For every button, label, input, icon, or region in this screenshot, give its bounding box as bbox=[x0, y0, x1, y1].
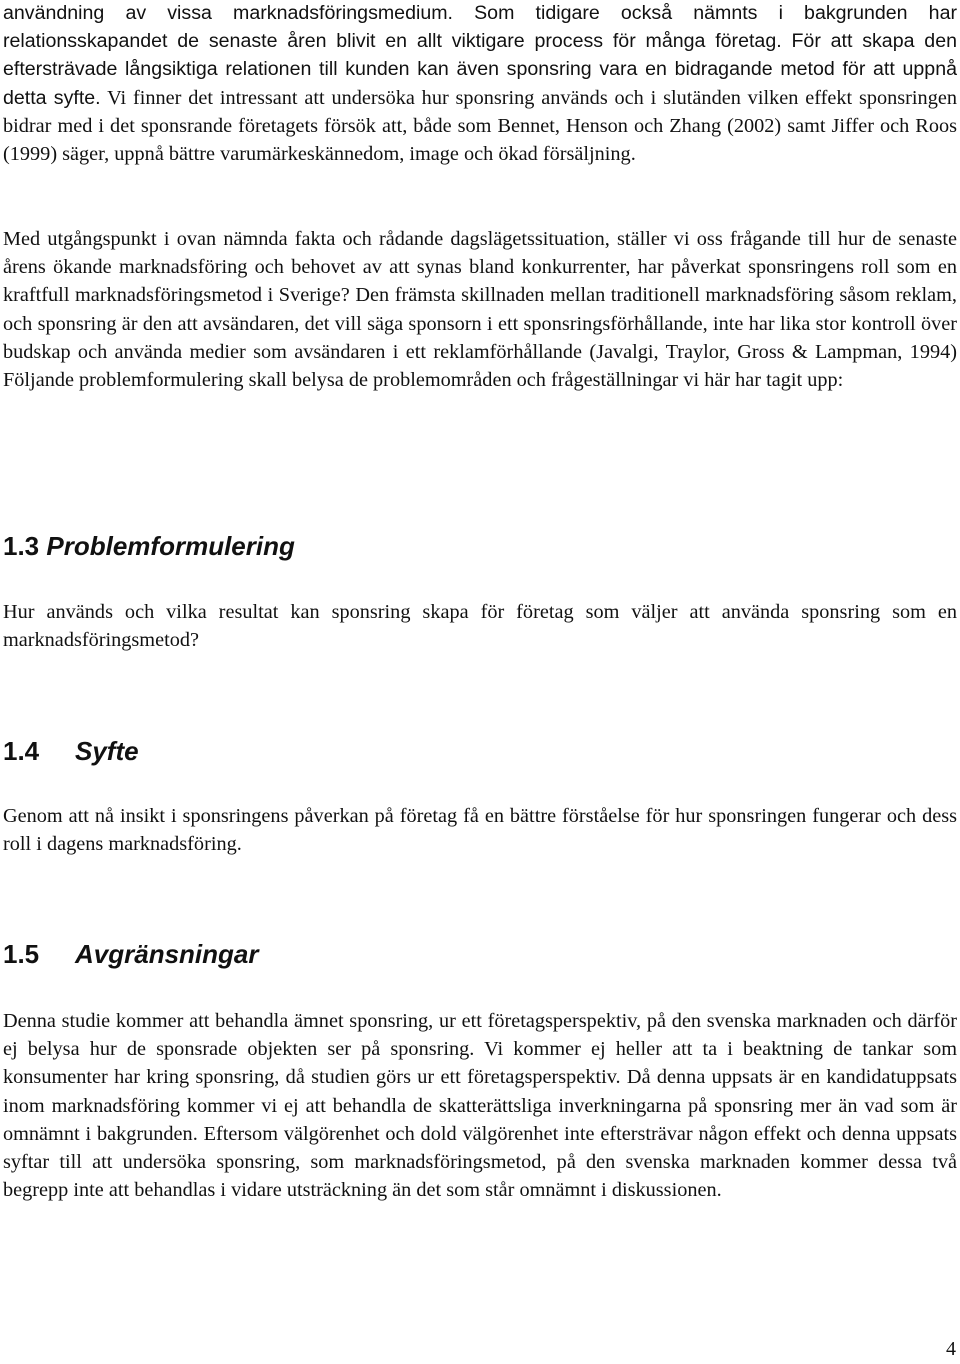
page-number: 4 bbox=[946, 1338, 956, 1360]
section-number: 1.3 bbox=[3, 531, 40, 561]
section-title: Avgränsningar bbox=[75, 939, 259, 969]
intro-serif-text: Vi finner det intressant att undersöka hur sponsring används och i slutänden vilken effekt sponsringen bidrar med i det sponsrande företagets försök att, både som Bennet, Henson och Zhang (2002) samt Jiffer och Roos (1999) säger, uppnå bättre varumärkeskännedom, image och ökad försäljning. bbox=[3, 86, 957, 166]
problemformulering-text: Hur används och vilka resultat kan sponsring skapa för företag som väljer att använda sponsring som en marknadsföringsmetod? bbox=[3, 601, 957, 652]
avgransningar-text: Denna studie kommer att behandla ämnet sponsring, ur ett företagsperspektiv, på den svenska marknaden och därför ej belysa hur de sponsrade objekten ser på sponsring. Vi kommer ej heller att ta i beaktning de tankar som konsumenter har kring sponsring, då studien görs ur ett företagsperspektiv. Då denna uppsats är en kandidatuppsats inom marknadsföring kommer vi ej att behandla de skatterättsliga inverkningarna på sponsring mer än vad som är omnämnt i bakgrunden. Eftersom välgörenhet och dold välgörenhet inte eftersträvar någon effekt och denna uppsats syftar till att undersöka sponsring, som marknadsföringsmetod, på den svenska marknaden kommer dessa två begrepp inte att behandlas i vidare utsträckning än det som står omnämnt i diskussionen. bbox=[3, 1010, 957, 1202]
intro-sans-text: användning av vissa marknadsföringsmedium. Som tidigare också nämnts i bakgrunden har relationsskapandet de senaste åren blivit en allt viktigare process för många företag. För att skapa den eftersträvade långsiktiga relationen till kunden kan även sponsring vara en bidragande metod för att uppnå detta syfte. bbox=[3, 2, 957, 109]
intro-paragraph bbox=[3, 0, 957, 168]
syfte-text: Genom att nå insikt i sponsringens påverkan på företag få en bättre förståelse för hur sponsringen fungerar och dess roll i dagens marknadsföring. bbox=[3, 805, 957, 856]
section-number: 1.5 bbox=[3, 939, 40, 969]
section-number: 1.4 bbox=[3, 736, 40, 766]
section-heading-avgransningar bbox=[3, 938, 259, 970]
section-title: Syfte bbox=[75, 736, 139, 766]
section-heading-syfte bbox=[3, 735, 139, 767]
section-heading-problemformulering bbox=[3, 530, 295, 562]
section-title: Problemformulering bbox=[46, 531, 295, 561]
background-paragraph: Med utgångspunkt i ovan nämnda fakta och rådande dagslägetssituation, ställer vi oss frågande till hur de senaste årens ökande marknadsföring och behovet av att synas bland konkurrenter, har påverkat sponsringens roll som en kraftfull marknadsföringsmetod i Sverige? Den främsta skillnaden mellan traditionell marknadsföring såsom reklam, och sponsring är den att avsändaren, det vill säga sponsorn i ett sponsringsförhållande, inte har lika stor kontroll över budskap och använda medier som avsändaren i ett reklamförhållande (Javalgi, Traylor, Gross & Lampman, 1994) Följande problemformulering skall belysa de problemområden och frågeställningar vi här har tagit upp: bbox=[3, 228, 957, 392]
